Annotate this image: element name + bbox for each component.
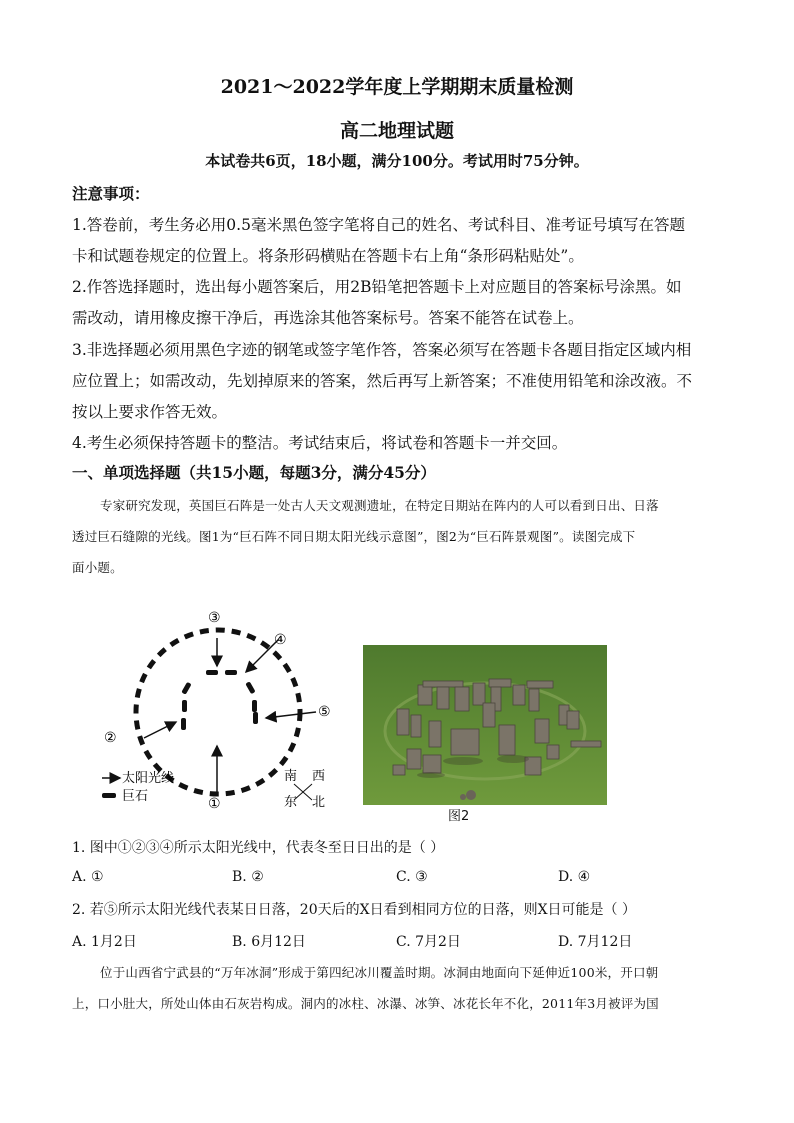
compass-north: 北 bbox=[312, 795, 326, 810]
legend-stone-symbol bbox=[102, 793, 116, 798]
question-2-stem: 2. 若⑤所示太阳光线代表某日日落，20天后的X日看到相同方位的日落，则X日可能是（ ） bbox=[72, 902, 637, 918]
q1-option-c[interactable]: C. ③ bbox=[396, 869, 428, 885]
q1-option-a[interactable]: A. ① bbox=[72, 869, 104, 885]
notes-heading: 注意事项： bbox=[72, 184, 150, 203]
q2-option-c[interactable]: C. 7月2日 bbox=[396, 934, 461, 950]
exam-title: 2021～2022学年度上学期期末质量检测 bbox=[220, 76, 574, 98]
passage-line: 上，口小肚大，所处山体由石灰岩构成。洞内的冰柱、冰瀑、冰笋、冰花长年不化，2011年3月被评为国 bbox=[72, 996, 659, 1011]
section-heading: 一、单项选择题（共15小题，每题3分，满分45分） bbox=[72, 463, 436, 482]
note-line: 2.作答选择题时，选出每小题答案后，用2B铅笔把答题卡上对应题目的答案标号涂黑。如 bbox=[72, 278, 682, 296]
note-line: 按以上要求作答无效。 bbox=[72, 403, 228, 421]
compass-south: 南 bbox=[284, 769, 298, 784]
exam-subject: 高二地理试题 bbox=[339, 120, 454, 142]
marker-2: ② bbox=[104, 730, 117, 746]
outer-stone-circle bbox=[136, 630, 300, 794]
legend-ray-label: 太阳光线 bbox=[122, 771, 175, 786]
q1-option-b[interactable]: B. ② bbox=[232, 869, 264, 885]
marker-1: ① bbox=[208, 796, 221, 812]
stonehenge-photo bbox=[363, 645, 607, 805]
legend-stone-label: 巨石 bbox=[122, 789, 149, 804]
figure2-caption: 图2 bbox=[448, 809, 470, 824]
ray-5 bbox=[266, 712, 316, 718]
inner-stones bbox=[181, 670, 258, 730]
compass-west: 西 bbox=[312, 769, 326, 784]
note-line: 卡和试题卷规定的位置上。将条形码横贴在答题卡右上角“条形码粘贴处”。 bbox=[72, 247, 584, 265]
passage-line: 位于山西省宁武县的“万年冰洞”形成于第四纪冰川覆盖时期。冰洞由地面向下延伸近100米，开口朝 bbox=[100, 965, 659, 980]
marker-5: ⑤ bbox=[318, 704, 331, 720]
sun-ray-diagram bbox=[98, 600, 348, 815]
q2-option-b[interactable]: B. 6月12日 bbox=[232, 934, 306, 950]
ray-2 bbox=[144, 722, 176, 738]
q2-option-d[interactable]: D. 7月12日 bbox=[558, 934, 633, 950]
marker-3: ③ bbox=[208, 610, 221, 626]
note-line: 4.考生必须保持答题卡的整洁。考试结束后，将试卷和答题卡一并交回。 bbox=[72, 434, 568, 452]
exam-info: 本试卷共6页，18小题，满分100分。考试用时75分钟。 bbox=[205, 152, 589, 170]
intro-line: 专家研究发现，英国巨石阵是一处古人天文观测遗址，在特定日期站在阵内的人可以看到日出、日落 bbox=[100, 498, 659, 513]
intro-line: 面小题。 bbox=[72, 560, 123, 575]
compass-east: 东 bbox=[284, 795, 298, 810]
intro-line: 透过巨石缝隙的光线。图1为“巨石阵不同日期太阳光线示意图”，图2为“巨石阵景观图”。读图完成下 bbox=[72, 529, 636, 544]
note-line: 应位置上；如需改动，先划掉原来的答案，然后再写上新答案；不准使用铅笔和涂改液。不 bbox=[72, 372, 693, 390]
marker-4: ④ bbox=[274, 632, 287, 648]
note-line: 1.答卷前，考生务必用0.5毫米黑色签字笔将自己的姓名、考试科目、准考证号填写在答题 bbox=[72, 216, 685, 234]
question-1-stem: 1. 图中①②③④所示太阳光线中，代表冬至日日出的是（ ） bbox=[72, 840, 445, 856]
q2-option-a[interactable]: A. 1月2日 bbox=[72, 934, 137, 950]
note-line: 3.非选择题必须用黑色字迹的钢笔或签字笔作答，答案必须写在答题卡各题目指定区域内相 bbox=[72, 341, 692, 359]
note-line: 需改动，请用橡皮擦干净后，再选涂其他答案标号。答案不能答在试卷上。 bbox=[72, 309, 584, 327]
q1-option-d[interactable]: D. ④ bbox=[558, 869, 591, 885]
